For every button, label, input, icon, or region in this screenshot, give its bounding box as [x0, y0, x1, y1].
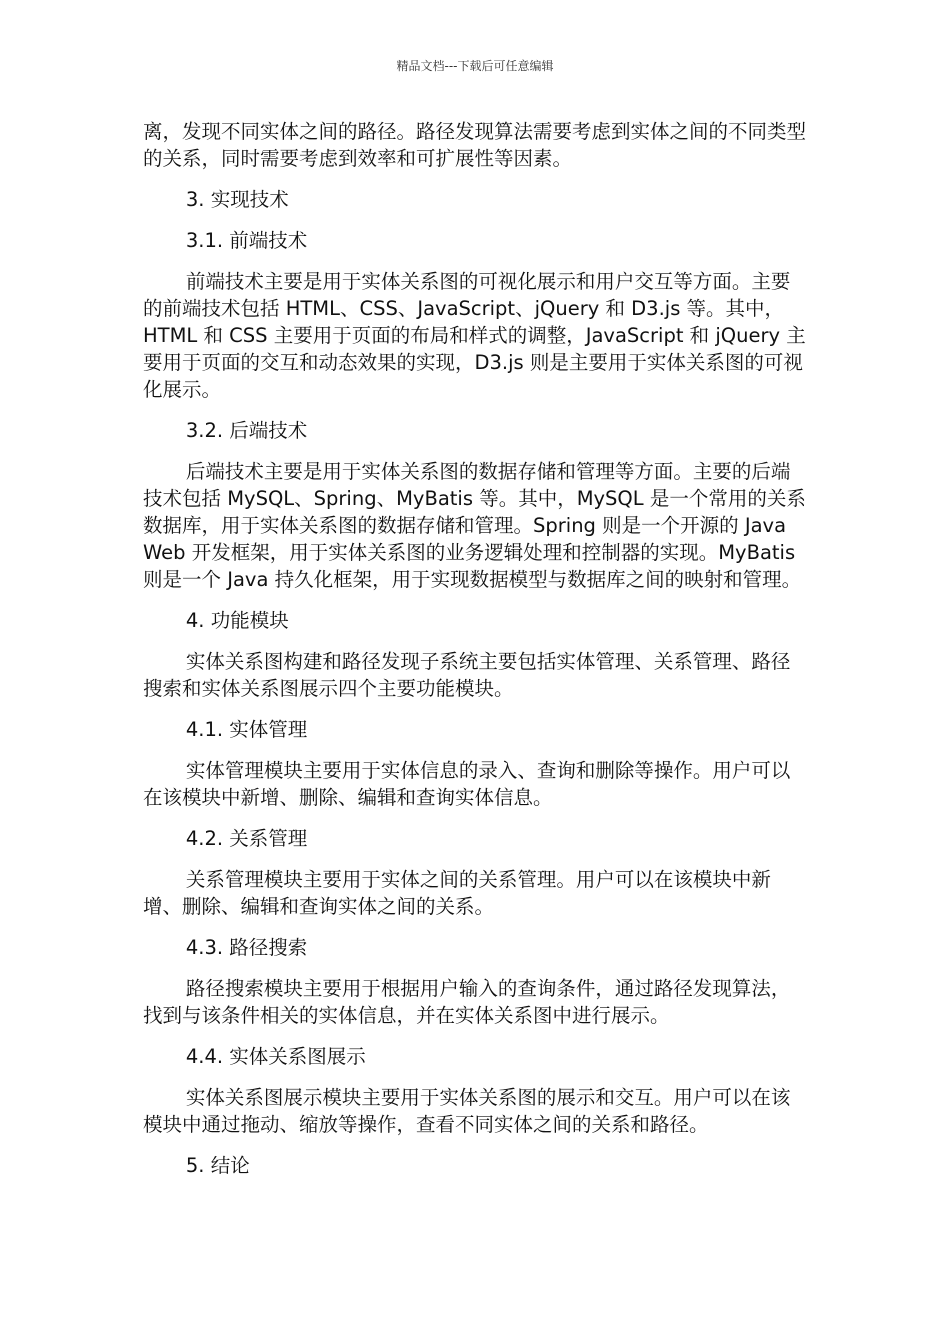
section-heading-4: 4. 功能模块: [185, 609, 289, 632]
paragraph-modules: 实体关系图构建和路径发现子系统主要包括实体管理、关系管理、路径搜索和实体关系图展示四个主要功能模块。: [143, 650, 791, 700]
section-heading-4-3: 4.3. 路径搜索: [185, 936, 308, 959]
paragraph-frontend: 前端技术主要是用于实体关系图的可视化展示和用户交互等方面。主要的前端技术包括 HTML、CSS、JavaScript、jQuery 和 D3.js 等。其中，HTML 和 CSS 主要用于页面的布局和样式的调整，JavaScript 和 jQuery 主要用于页面的交互和动态效果的实现，D3.js 则是主要用于实体关系图的可视化展示。: [143, 270, 806, 401]
page-header: 精品文档---下载后可任意编辑: [396, 59, 554, 73]
paragraph-entity-management: 实体管理模块主要用于实体信息的录入、查询和删除等操作。用户可以在该模块中新增、删除、编辑和查询实体信息。: [143, 759, 791, 809]
section-heading-3-2: 3.2. 后端技术: [185, 419, 308, 442]
document-body: [143, 118, 808, 1193]
paragraph-path-search: 路径搜索模块主要用于根据用户输入的查询条件，通过路径发现算法，找到与该条件相关的实体信息，并在实体关系图中进行展示。: [143, 977, 791, 1027]
paragraph-graph-display: 实体关系图展示模块主要用于实体关系图的展示和交互。用户可以在该模块中通过拖动、缩放等操作，查看不同实体之间的关系和路径。: [143, 1086, 791, 1136]
paragraph-relation-management: 关系管理模块主要用于实体之间的关系管理。用户可以在该模块中新增、删除、编辑和查询实体之间的关系。: [143, 868, 771, 918]
section-heading-3-1: 3.1. 前端技术: [185, 229, 308, 252]
paragraph-backend: 后端技术主要是用于实体关系图的数据存储和管理等方面。主要的后端技术包括 MySQL、Spring、MyBatis 等。其中，MySQL 是一个常用的关系数据库，用于实体关系图的数据存储和管理。Spring 则是一个开源的 Java Web 开发框架，用于实体关系图的业务逻辑处理和控制器的实现。MyBatis 则是一个 Java 持久化框架，用于实现数据模型与数据库之间的映射和管理。: [143, 460, 806, 591]
section-heading-5: 5. 结论: [185, 1154, 250, 1177]
section-heading-3: 3. 实现技术: [185, 188, 289, 211]
section-heading-4-1: 4.1. 实体管理: [185, 718, 308, 741]
section-heading-4-2: 4.2. 关系管理: [185, 827, 308, 850]
section-heading-4-4: 4.4. 实体关系图展示: [185, 1045, 366, 1068]
paragraph-continued: 离，发现不同实体之间的路径。路径发现算法需要考虑到实体之间的不同类型的关系，同时需要考虑到效率和可扩展性等因素。: [143, 120, 807, 170]
